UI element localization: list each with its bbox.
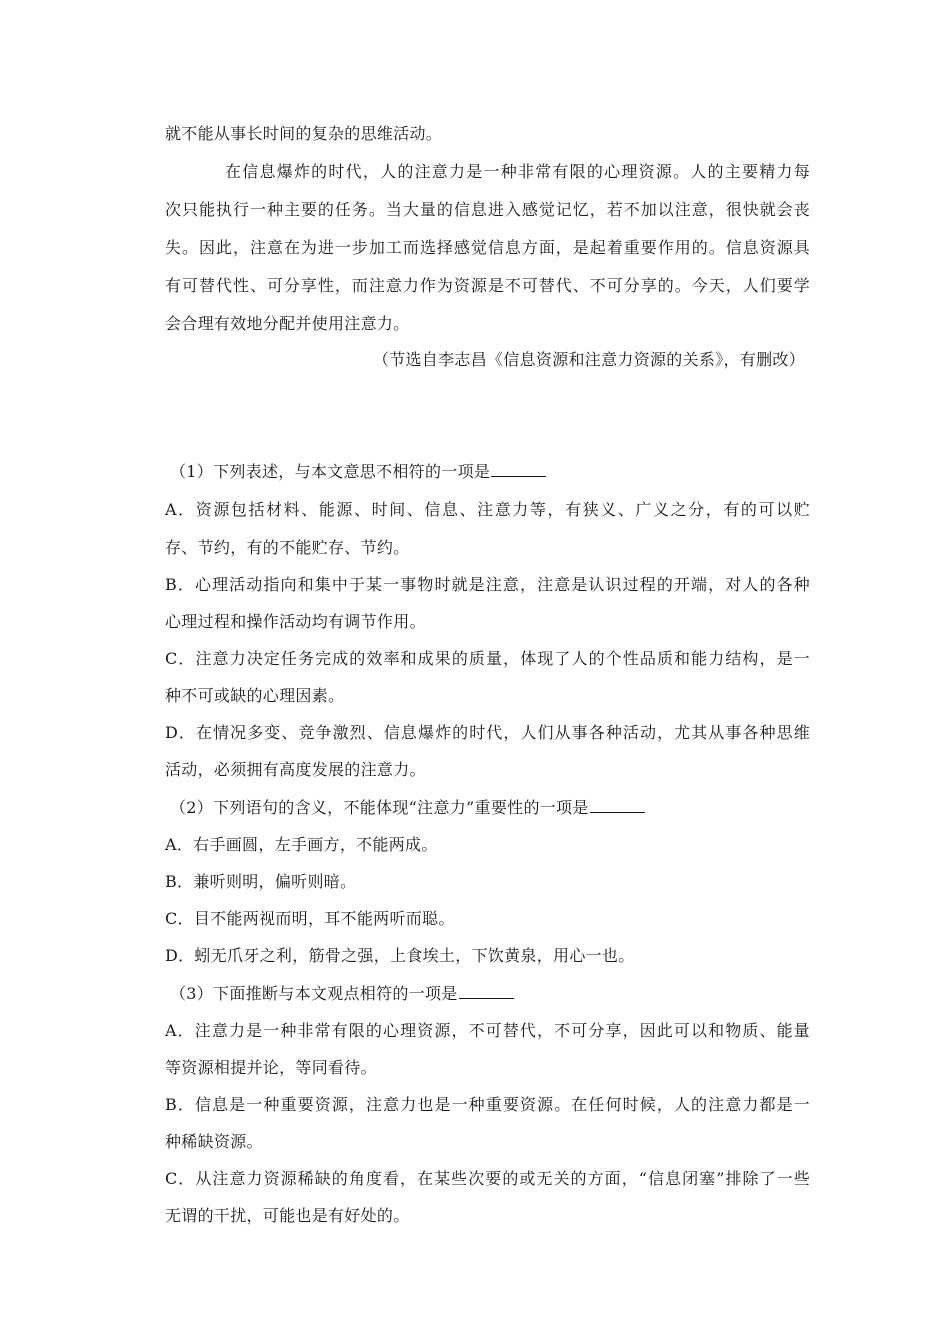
q3-option-c-cont: 无谓的干扰，可能也是有好处的。 bbox=[165, 1206, 410, 1225]
q3-option-a-cont: 等资源相提并论，等同看待。 bbox=[165, 1058, 377, 1077]
q3-option-b: B．信息是一种重要资源，注意力也是一种重要资源。在任何时候，人的注意力都是一 bbox=[165, 1095, 810, 1114]
q2-option-a: A．右手画圆，左手画方，不能两成。 bbox=[165, 835, 438, 854]
answer-blank bbox=[491, 462, 546, 477]
q3-option-a: A．注意力是一种非常有限的心理资源，不可替代，不可分享，因此可以和物质、能量 bbox=[165, 1021, 810, 1040]
q2-option-c: C．目不能两视而明，耳不能两听而聪。 bbox=[165, 909, 455, 928]
q1-option-a-cont: 存、节约，有的不能贮存、节约。 bbox=[165, 538, 410, 557]
question-1-stem: （1）下列表述，与本文意思不相符的一项是 bbox=[170, 462, 815, 482]
passage-source: （节选自李志昌《信息资源和注意力资源的关系》，有删改） bbox=[372, 350, 805, 369]
passage-line: 有可替代性、可分享性，而注意力作为资源是不可替代、不可分享的。今天，人们要学 bbox=[165, 276, 810, 295]
passage-line: 就不能从事长时间的复杂的思维活动。 bbox=[165, 124, 443, 143]
passage-line: 失。因此，注意在为进一步加工而选择感觉信息方面，是起着重要作用的。信息资源具 bbox=[165, 238, 810, 257]
passage-line: 次只能执行一种主要的任务。当大量的信息进入感觉记忆，若不加以注意，很快就会丧 bbox=[165, 200, 810, 219]
q1-option-a: A．资源包括材料、能源、时间、信息、注意力等，有狭义、广义之分，有的可以贮 bbox=[165, 500, 810, 519]
passage-line: 在信息爆炸的时代，人的注意力是一种非常有限的心理资源。人的主要精力每 bbox=[225, 162, 810, 181]
q2-option-d: D．蚓无爪牙之利，筋骨之强，上食埃土，下饮黄泉，用心一也。 bbox=[165, 946, 635, 965]
question-3-stem: （3）下面推断与本文观点相符的一项是 bbox=[170, 984, 815, 1004]
question-2-stem: （2）下列语句的含义，不能体现“注意力”重要性的一项是 bbox=[170, 798, 815, 818]
q1-option-c: C．注意力决定任务完成的效率和成果的质量，体现了人的个性品质和能力结构，是一 bbox=[165, 649, 810, 668]
q1-option-c-cont: 种不可或缺的心理因素。 bbox=[165, 686, 345, 705]
q3-option-b-cont: 种稀缺资源。 bbox=[165, 1132, 263, 1151]
q2-option-b: B．兼听则明，偏听则暗。 bbox=[165, 872, 357, 891]
q1-option-d: D．在情况多变、竞争激烈、信息爆炸的时代，人们从事各种活动，尤其从事各种思维 bbox=[165, 723, 810, 742]
q1-option-b: B．心理活动指向和集中于某一事物时就是注意，注意是认识过程的开端，对人的各种 bbox=[165, 575, 810, 594]
answer-blank bbox=[590, 798, 645, 813]
answer-blank bbox=[459, 984, 514, 999]
q3-option-c: C．从注意力资源稀缺的角度看，在某些次要的或无关的方面，“信息闭塞”排除了一些 bbox=[165, 1169, 810, 1188]
q1-option-d-cont: 活动，必须拥有高度发展的注意力。 bbox=[165, 760, 426, 779]
passage-line: 会合理有效地分配并使用注意力。 bbox=[165, 314, 410, 333]
q1-option-b-cont: 心理过程和操作活动均有调节作用。 bbox=[165, 612, 426, 631]
